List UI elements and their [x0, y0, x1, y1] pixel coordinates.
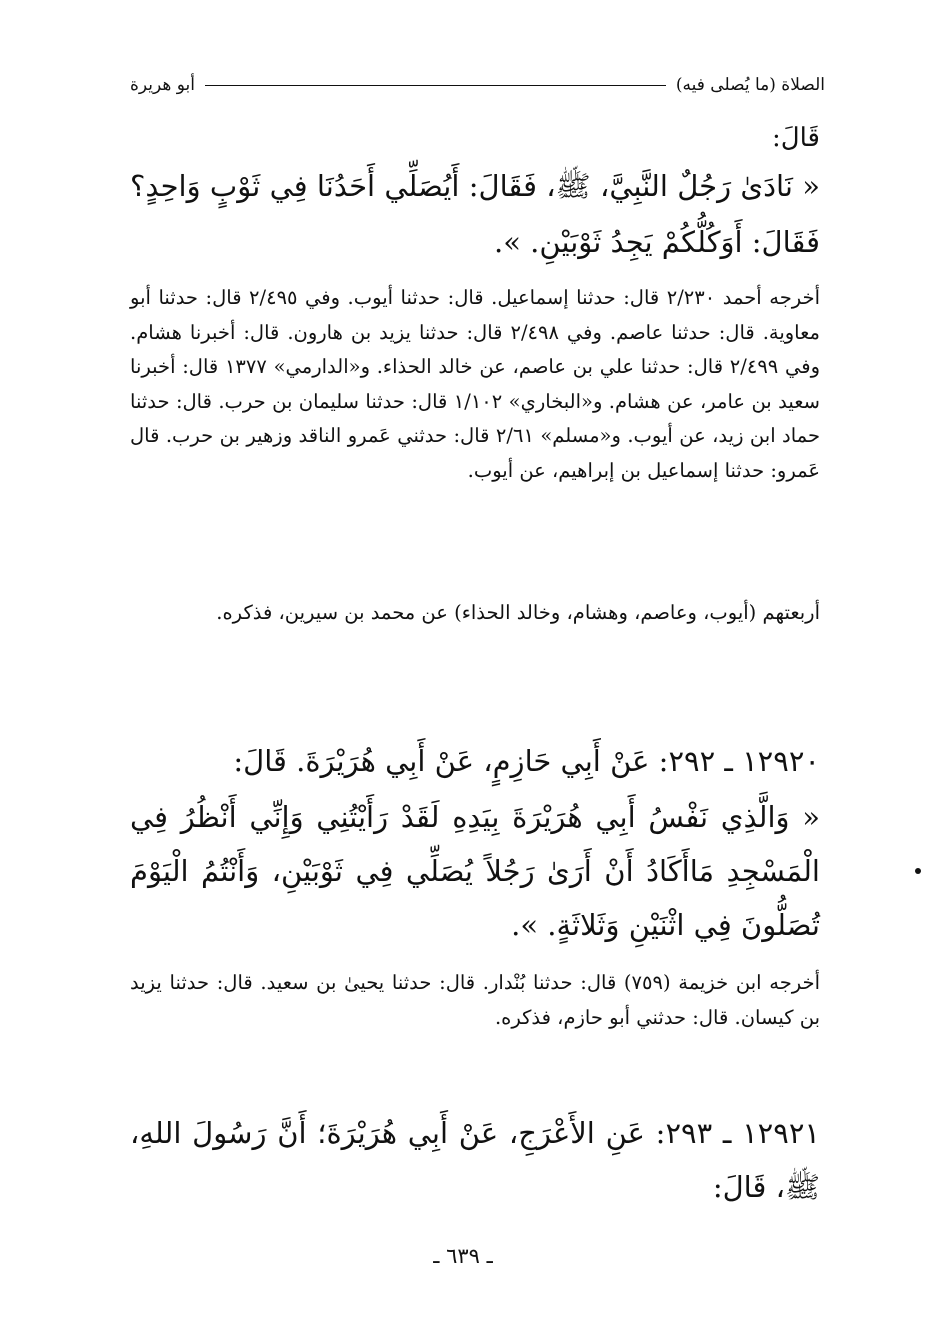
page-number: ـ ٦٣٩ ـ: [433, 1244, 493, 1268]
takhrij-text: أخرجه ابن خزيمة (٧٥٩) قال: حدثنا بُنْدار. قال: حدثنا يحيىٰ بن سعيد. قال: حدثنا يزيد بن كيسان. قال: حدثني أبو حازم، فذكره.: [130, 971, 820, 1029]
hadith-1-takhrij: [130, 281, 820, 488]
narrator-title: أبو هريرة: [130, 75, 196, 95]
hadith-1-summary: [130, 596, 820, 631]
hadith-1-text: [130, 158, 820, 270]
hadith-text: « نَادَىٰ رَجُلٌ النَّبِيَّ، ﷺ، فَقَالَ: أَيُصَلِّي أَحَدُنَا فِي ثَوْبٍ وَاحِدٍ؟ فَقَالَ: أَوَكُلُّكُمْ يَجِدُ ثَوْبَيْنِ. ».: [130, 169, 820, 259]
hadith-text: ١٢٩٢١ ـ ٢٩٣: عَنِ الأَعْرَجِ، عَنْ أَبِي هُرَيْرَةَ؛ أَنَّ رَسُولَ اللهِ، ﷺ، قَالَ:: [130, 1116, 820, 1204]
hadith-3-text: [130, 1106, 820, 1214]
header-rule: [205, 85, 666, 86]
summary-text: أربعتهم (أيوب، وعاصم، وهشام، وخالد الحذاء) عن محمد بن سيرين، فذكره.: [216, 601, 820, 624]
hadith-heading: ١٢٩٢٠ ـ ٢٩٢: عَنْ أَبِي حَازِمٍ، عَنْ أَبِي هُرَيْرَةَ. قَالَ:: [233, 744, 820, 778]
qal-text: قَالَ:: [771, 123, 820, 153]
margin-mark: [915, 868, 921, 874]
hadith-2-text: [130, 790, 820, 952]
chapter-title: الصلاة (ما يُصلى فيه): [675, 75, 825, 95]
hadith-2-takhrij: [130, 966, 820, 1035]
hadith-2-heading: [130, 735, 820, 787]
takhrij-text: أخرجه أحمد ٢/٢٣٠ قال: حدثنا إسماعيل. قال: حدثنا أيوب. وفي ٢/٤٩٥ قال: حدثنا أبو معاوية. قال: حدثنا عاصم. وفي ٢/٤٩٨ قال: حدثنا يزيد بن هارون. قال: أخبرنا هشام. وفي ٢/٤٩٩ قال: حدثنا علي بن عاصم، عن خالد الحذاء. و«الدارمي» ١٣٧٧ قال: أخبرنا سعيد بن عامر، عن هشام. و«البخاري» ١/١٠٢ قال: حدثنا سليمان بن حرب. قال: حدثنا حماد ابن زيد، عن أيوب. و«مسلم» ٢/٦١ قال: حدثني عَمرو الناقد وزهير بن حرب. قال عَمرو: حدثنا إسماعيل بن إبراهيم، عن أيوب.: [130, 286, 820, 482]
hadith-1-qal: [130, 118, 820, 158]
running-header: [130, 68, 825, 102]
hadith-text: « وَالَّذِي نَفْسُ أَبِي هُرَيْرَةَ بِيَدِهِ لَقَدْ رَأَيْتُنِي وَإِنِّي أَنْظُرُ فِي الْمَسْجِدِ مَاأَكَادُ أَنْ أَرَىٰ رَجُلاً يُصَلِّي فِي ثَوْبَيْنِ، وَأَنْتُمُ الْيَوْمَ تُصَلُّونَ فِي اثْنَيْنِ وَثَلاثَةٍ. ».: [130, 800, 820, 942]
